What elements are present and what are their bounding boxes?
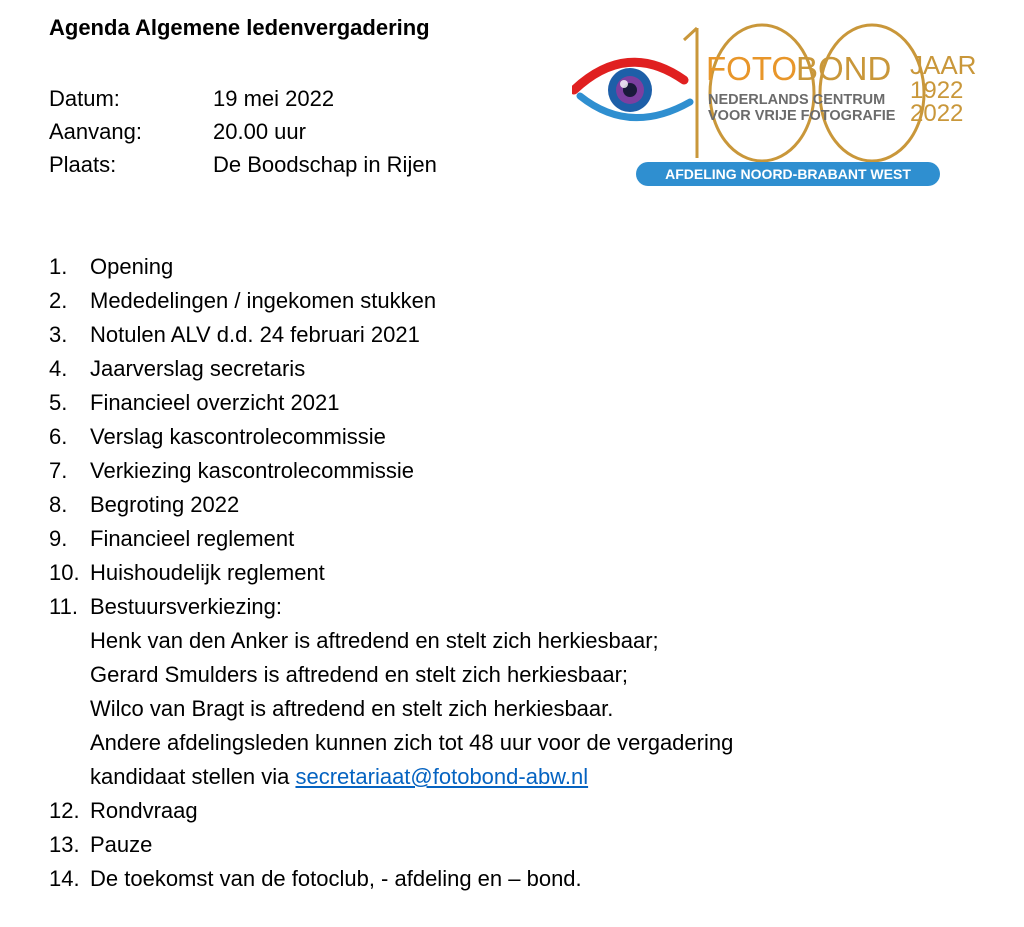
- meta-value: De Boodschap in Rijen: [213, 152, 437, 177]
- item-number: 1.: [49, 254, 68, 279]
- item-text: Rondvraag: [90, 798, 198, 823]
- document-title: Agenda Algemene ledenvergadering: [49, 15, 430, 40]
- logo-line1: NEDERLANDS CENTRUM: [708, 92, 886, 108]
- item-number: 5.: [49, 390, 68, 415]
- agenda-list: [49, 250, 733, 896]
- item-number: 9.: [49, 526, 68, 551]
- item-text: Verslag kascontrolecommissie: [90, 424, 386, 449]
- item-text: Financieel reglement: [90, 526, 295, 551]
- item-text: Notulen ALV d.d. 24 februari 2021: [90, 322, 420, 347]
- logo-banner-text: AFDELING NOORD-BRABANT WEST: [665, 166, 911, 182]
- item-text: Pauze: [90, 832, 153, 857]
- item-text: Jaarverslag secretaris: [90, 356, 306, 381]
- list-item: [49, 454, 733, 488]
- item-number: 4.: [49, 356, 68, 381]
- meta-label: Plaats:: [49, 152, 117, 177]
- election-line: Wilco van Bragt is aftredend en stelt zich herkiesbaar.: [90, 696, 614, 721]
- meta-value: 20.00 uur: [213, 119, 306, 144]
- election-line: Gerard Smulders is aftredend en stelt zich herkiesbaar;: [90, 662, 629, 687]
- list-item: [49, 352, 733, 386]
- fotobond-logo: [572, 18, 1002, 190]
- item-text: Financieel overzicht 2021: [90, 390, 340, 415]
- item-text: Opening: [90, 254, 174, 279]
- list-item: [49, 556, 733, 590]
- item-text: Bestuursverkiezing:: [90, 594, 282, 619]
- item-number: 6.: [49, 424, 68, 449]
- logo-year-end: 2022: [910, 100, 964, 127]
- email-link[interactable]: secretariaat@fotobond-abw.nl: [295, 764, 589, 789]
- logo-year-start: 1922: [910, 77, 964, 104]
- item-number: 13.: [49, 832, 80, 857]
- election-line: Henk van den Anker is aftredend en stelt zich herkiesbaar;: [90, 628, 659, 653]
- item-number: 12.: [49, 798, 80, 823]
- item-text: Mededelingen / ingekomen stukken: [90, 288, 437, 313]
- meta-row-place: [49, 148, 437, 181]
- list-item: [49, 420, 733, 454]
- list-item: [49, 488, 733, 522]
- logo-bond-text: BOND: [796, 50, 892, 87]
- logo-line2: VOOR VRIJE FOTOGRAFIE: [708, 108, 896, 124]
- list-item: [49, 284, 733, 318]
- list-item: [49, 386, 733, 420]
- item-text: Verkiezing kascontrolecommissie: [90, 458, 415, 483]
- election-line: Andere afdelingsleden kunnen zich tot 48 uur voor de vergadering: [90, 730, 734, 755]
- item-text: Begroting 2022: [90, 492, 240, 517]
- list-item: [49, 828, 733, 862]
- meta-label: Aanvang:: [49, 119, 142, 144]
- item-number: 2.: [49, 288, 68, 313]
- list-item: [49, 794, 733, 828]
- item-number: 3.: [49, 322, 68, 347]
- item-number: 8.: [49, 492, 68, 517]
- logo-jaar-text: JAAR: [910, 50, 977, 80]
- candidate-prefix: kandidaat stellen via: [90, 764, 296, 789]
- meta-label: Datum:: [49, 86, 120, 111]
- item-number: 11.: [49, 594, 78, 619]
- eye-icon: [574, 62, 690, 117]
- list-item: [49, 590, 733, 624]
- list-item: [49, 250, 733, 284]
- meeting-details: [49, 82, 437, 181]
- meta-row-start: [49, 115, 437, 148]
- item-number: 7.: [49, 458, 68, 483]
- item-number: 14.: [49, 866, 80, 891]
- item-number: 10.: [49, 560, 80, 585]
- list-item: [49, 318, 733, 352]
- meta-row-date: [49, 82, 437, 115]
- item-text: De toekomst van de fotoclub, - afdeling en – bond.: [90, 866, 582, 891]
- logo-foto-text: FOTO: [706, 50, 798, 87]
- list-item: [49, 522, 733, 556]
- meta-value: 19 mei 2022: [213, 86, 335, 111]
- candidate-line: [49, 760, 733, 794]
- list-item: [49, 862, 733, 896]
- item-text: Huishoudelijk reglement: [90, 560, 325, 585]
